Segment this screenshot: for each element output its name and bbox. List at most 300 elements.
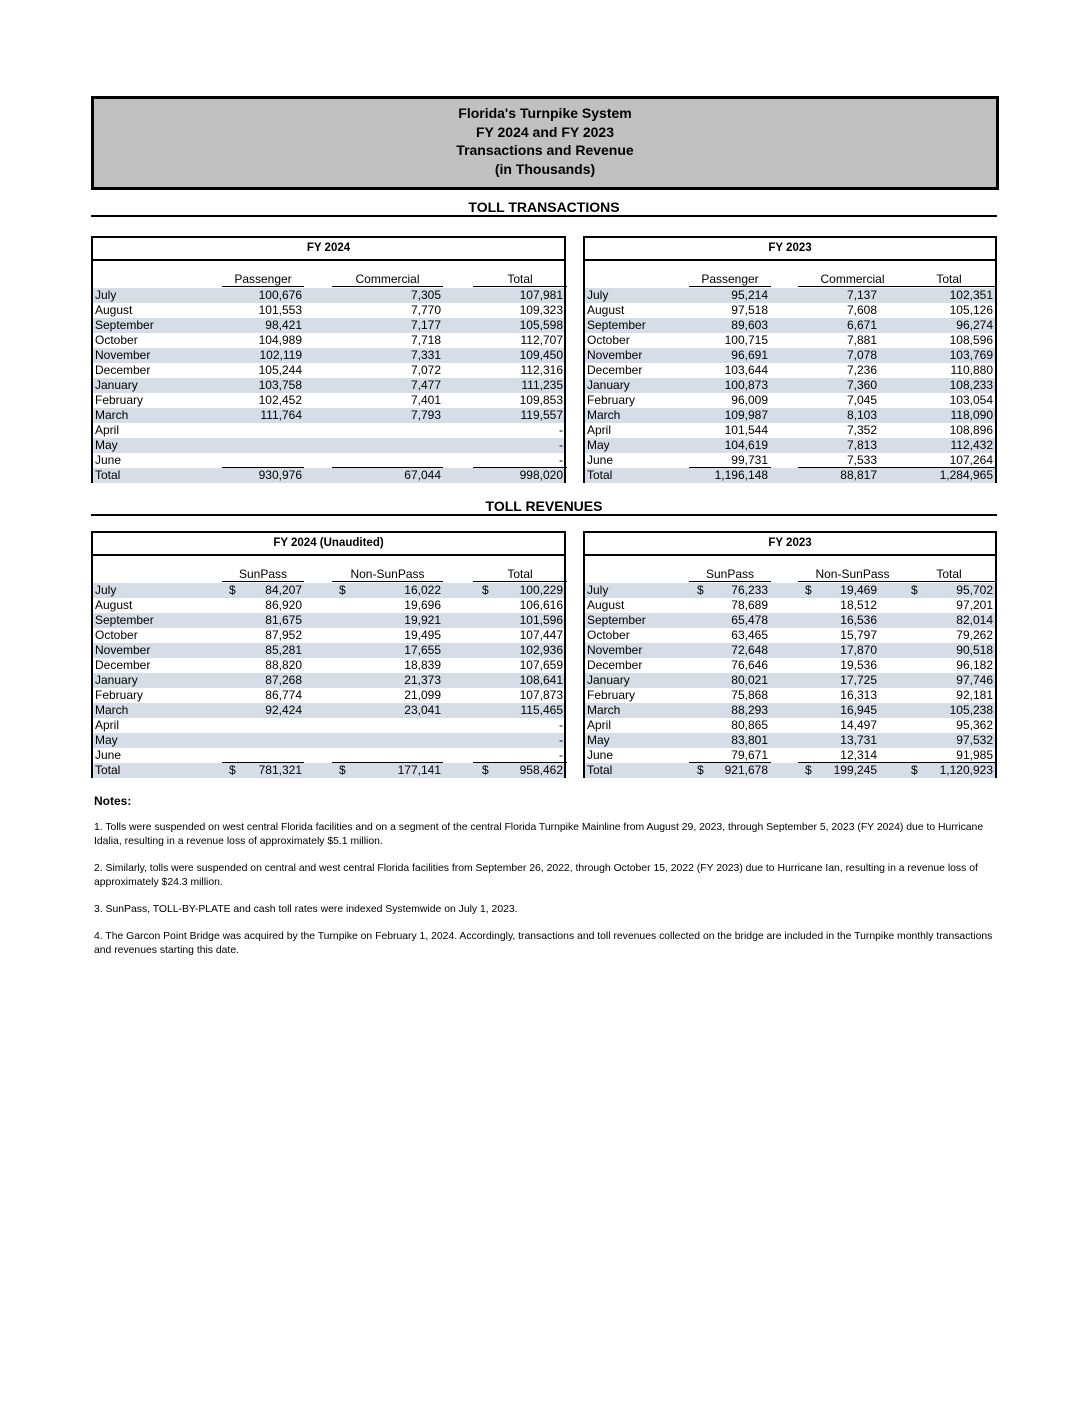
cell-value: 1,120,923 <box>939 763 993 777</box>
transactions-fy2024-table <box>91 236 566 483</box>
cell-value: 104,989 <box>258 333 302 347</box>
cell-value: 21,373 <box>404 673 441 687</box>
cell-value: 102,351 <box>949 288 993 302</box>
table-row <box>93 643 564 658</box>
cell-value: 100,676 <box>258 288 302 302</box>
table-title: FY 2024 <box>93 238 564 261</box>
row-label: October <box>95 333 138 347</box>
cell-value: 96,274 <box>956 318 993 332</box>
report-title: Florida's Turnpike System <box>458 105 632 121</box>
table-row <box>93 393 564 408</box>
total-rule <box>332 467 443 468</box>
currency-symbol: $ <box>805 763 812 777</box>
cell-value: 19,921 <box>404 613 441 627</box>
cell-value: 17,870 <box>840 643 877 657</box>
row-label: June <box>95 453 122 467</box>
cell-value: 72,648 <box>731 643 768 657</box>
column-header: SunPass <box>222 567 304 582</box>
row-label: Total <box>95 468 121 482</box>
cell-value: 7,793 <box>410 408 441 422</box>
cell-value: 16,945 <box>840 703 877 717</box>
total-rule <box>332 762 443 763</box>
row-label: November <box>95 348 151 362</box>
cell-value: 112,707 <box>520 333 563 347</box>
cell-value: 103,758 <box>258 378 302 392</box>
table-row <box>93 658 564 673</box>
table-row <box>585 718 995 733</box>
column-header: Total <box>473 567 567 582</box>
row-label: January <box>587 378 630 392</box>
cell-value: 7,770 <box>410 303 441 317</box>
currency-symbol: $ <box>229 763 236 777</box>
row-label: July <box>587 288 609 302</box>
total-rule <box>473 762 567 763</box>
cell-value: - <box>559 453 563 467</box>
cell-value: 107,981 <box>519 288 563 302</box>
row-label: May <box>95 438 118 452</box>
cell-value: 92,181 <box>956 688 993 702</box>
table-body <box>585 288 995 483</box>
cell-value: 7,331 <box>410 348 441 362</box>
cell-value: 99,731 <box>731 453 768 467</box>
note-2: 2. Similarly, tolls were suspended on central and west central Florida facilities from September 26, 2022, through October 15, 2022 (FY 2023) due to Hurricane Ian, resulting in a revenue loss of approximately $24.3 million. <box>94 863 978 888</box>
currency-symbol: $ <box>482 763 489 777</box>
cell-value: 12,314 <box>840 748 877 762</box>
cell-value: 103,054 <box>949 393 993 407</box>
row-label: February <box>587 688 636 702</box>
report-header <box>91 96 999 190</box>
cell-value: 7,078 <box>846 348 877 362</box>
table-row <box>93 438 564 453</box>
table-row <box>93 718 564 733</box>
cell-value: 96,691 <box>731 348 768 362</box>
cell-value: 88,817 <box>840 468 877 482</box>
cell-value: 82,014 <box>956 613 993 627</box>
cell-value: 76,233 <box>731 583 768 597</box>
cell-value: 86,920 <box>265 598 302 612</box>
row-label: December <box>587 658 643 672</box>
table-row <box>93 748 564 763</box>
cell-value: 7,718 <box>410 333 441 347</box>
cell-value: 7,401 <box>410 393 441 407</box>
note-3: 3. SunPass, TOLL-BY-PLATE and cash toll rates were indexed Systemwide on July 1, 2023. <box>94 904 518 915</box>
table-row <box>93 318 564 333</box>
total-rule <box>222 467 304 468</box>
revenues-fy2024-table <box>91 531 566 778</box>
cell-value: 7,533 <box>846 453 877 467</box>
cell-value: 109,450 <box>519 348 563 362</box>
cell-value: 958,462 <box>519 763 563 777</box>
cell-value: 14,497 <box>840 718 877 732</box>
table-row <box>93 628 564 643</box>
cell-value: 95,214 <box>731 288 768 302</box>
row-label: April <box>95 423 120 437</box>
cell-value: 19,495 <box>404 628 441 642</box>
table-title: FY 2023 <box>585 238 995 261</box>
row-label: August <box>95 303 133 317</box>
total-rule <box>798 467 907 468</box>
revenues-fy2023-table <box>583 531 997 778</box>
cell-value: 63,465 <box>731 628 768 642</box>
cell-value: 7,072 <box>410 363 441 377</box>
table-row <box>93 688 564 703</box>
cell-value: 7,045 <box>846 393 877 407</box>
cell-value: 107,264 <box>949 453 993 467</box>
table-body <box>93 288 564 483</box>
note-1: 1. Tolls were suspended on west central Florida facilities and on a segment of the central Florida Turnpike Mainline from August 29, 2023, through September 5, 2023 (FY 2024) due to Hurricane Idalia, resulting in a revenue loss of approximately $5.1 million. <box>94 822 984 847</box>
table-row <box>93 733 564 748</box>
note-4: 4. The Garcon Point Bridge was acquired by the Turnpike on February 1, 2024. Accordingly, transactions and toll revenues collected on the bridge are included in the Turnpike monthly transactions and revenues starting this date. <box>94 931 993 956</box>
row-label: May <box>587 438 610 452</box>
table-row <box>93 598 564 613</box>
cell-value: 108,596 <box>949 333 993 347</box>
cell-value: 199,245 <box>833 763 877 777</box>
cell-value: 115,465 <box>520 703 563 717</box>
row-label: January <box>95 378 138 392</box>
table-title: FY 2024 (Unaudited) <box>93 533 564 556</box>
table-body <box>93 583 564 778</box>
cell-value: 90,518 <box>956 643 993 657</box>
currency-symbol: $ <box>911 583 918 597</box>
cell-value: 105,238 <box>949 703 993 717</box>
column-header: Passenger <box>689 272 771 287</box>
row-label: March <box>95 703 129 717</box>
row-label: April <box>587 423 612 437</box>
total-rule <box>473 467 567 468</box>
cell-value: 87,952 <box>265 628 302 642</box>
table-row <box>585 688 995 703</box>
cell-value: 86,774 <box>265 688 302 702</box>
cell-value: 7,608 <box>846 303 877 317</box>
cell-value: 103,644 <box>724 363 768 377</box>
cell-value: 75,868 <box>731 688 768 702</box>
cell-value: 96,009 <box>731 393 768 407</box>
column-header: Passenger <box>222 272 304 287</box>
row-label: April <box>95 718 120 732</box>
cell-value: 76,646 <box>731 658 768 672</box>
table-row <box>585 318 995 333</box>
cell-value: 998,020 <box>519 468 563 482</box>
column-header: Non-SunPass <box>332 567 443 582</box>
table-row <box>585 658 995 673</box>
table-row <box>585 438 995 453</box>
table-row <box>585 628 995 643</box>
total-rule <box>903 762 995 763</box>
transactions-fy2023-table <box>583 236 997 483</box>
row-label: March <box>587 408 621 422</box>
row-label: September <box>95 613 154 627</box>
cell-value: - <box>559 438 563 452</box>
revenues-section-title: TOLL REVENUES <box>485 498 603 514</box>
cell-value: 21,099 <box>404 688 441 702</box>
total-rule <box>222 762 304 763</box>
cell-value: 7,813 <box>846 438 877 452</box>
cell-value: 91,985 <box>956 748 993 762</box>
cell-value: 80,021 <box>731 673 768 687</box>
row-label: October <box>587 333 630 347</box>
cell-value: 6,671 <box>846 318 877 332</box>
row-label: Total <box>95 763 121 777</box>
row-label: December <box>95 363 151 377</box>
row-label: March <box>95 408 129 422</box>
cell-value: 88,293 <box>731 703 768 717</box>
row-label: July <box>95 288 117 302</box>
cell-value: 84,207 <box>265 583 302 597</box>
column-header: Total <box>903 272 995 287</box>
cell-value: 105,598 <box>519 318 563 332</box>
currency-symbol: $ <box>339 583 346 597</box>
cell-value: 1,284,965 <box>939 468 993 482</box>
cell-value: 67,044 <box>404 468 441 482</box>
column-header: Commercial <box>332 272 443 287</box>
table-row <box>585 393 995 408</box>
transactions-section-rule <box>91 215 997 217</box>
cell-value: 83,801 <box>731 733 768 747</box>
cell-value: 104,619 <box>724 438 768 452</box>
cell-value: 101,544 <box>724 423 768 437</box>
cell-value: 107,659 <box>519 658 563 672</box>
cell-value: 15,797 <box>840 628 877 642</box>
cell-value: 118,090 <box>950 408 993 422</box>
table-row <box>585 348 995 363</box>
column-header: Non-SunPass <box>798 567 907 582</box>
cell-value: 101,596 <box>519 613 563 627</box>
table-row <box>585 453 995 468</box>
table-row <box>585 378 995 393</box>
row-label: September <box>587 613 646 627</box>
row-label: November <box>587 643 643 657</box>
cell-value: 92,424 <box>265 703 302 717</box>
currency-symbol: $ <box>697 763 704 777</box>
cell-value: 108,233 <box>949 378 993 392</box>
cell-value: 930,976 <box>258 468 302 482</box>
row-label: December <box>587 363 643 377</box>
table-row <box>585 643 995 658</box>
row-label: October <box>95 628 138 642</box>
cell-value: - <box>559 748 563 762</box>
row-label: February <box>95 393 144 407</box>
total-rule <box>903 467 995 468</box>
row-label: December <box>95 658 151 672</box>
table-row <box>585 673 995 688</box>
row-label: June <box>587 453 614 467</box>
cell-value: 100,715 <box>724 333 768 347</box>
cell-value: - <box>559 733 563 747</box>
table-row <box>585 583 995 598</box>
cell-value: 16,313 <box>840 688 877 702</box>
table-row <box>585 613 995 628</box>
row-label: November <box>95 643 151 657</box>
cell-value: 13,731 <box>840 733 877 747</box>
table-row <box>585 703 995 718</box>
table-row <box>585 363 995 378</box>
row-label: September <box>95 318 154 332</box>
currency-symbol: $ <box>229 583 236 597</box>
cell-value: 102,936 <box>519 643 563 657</box>
table-title: FY 2023 <box>585 533 995 556</box>
cell-value: 97,746 <box>956 673 993 687</box>
cell-value: 107,873 <box>519 688 563 702</box>
cell-value: 95,702 <box>956 583 993 597</box>
total-row <box>585 468 995 483</box>
cell-value: 109,853 <box>519 393 563 407</box>
cell-value: 87,268 <box>265 673 302 687</box>
column-header: SunPass <box>689 567 771 582</box>
table-row <box>585 408 995 423</box>
row-label: July <box>95 583 117 597</box>
cell-value: 89,603 <box>731 318 768 332</box>
table-row <box>93 378 564 393</box>
cell-value: - <box>559 423 563 437</box>
cell-value: 108,896 <box>949 423 993 437</box>
table-row <box>585 303 995 318</box>
table-row <box>93 333 564 348</box>
cell-value: 95,362 <box>956 718 993 732</box>
total-rule <box>689 467 771 468</box>
table-body <box>585 583 995 778</box>
cell-value: 111,235 <box>521 378 563 392</box>
total-rule <box>798 762 907 763</box>
row-label: June <box>587 748 614 762</box>
cell-value: 23,041 <box>404 703 441 717</box>
cell-value: 79,262 <box>956 628 993 642</box>
cell-value: 7,477 <box>410 378 441 392</box>
cell-value: - <box>559 718 563 732</box>
row-label: October <box>587 628 630 642</box>
table-row <box>93 348 564 363</box>
notes-heading: Notes: <box>94 794 132 808</box>
currency-symbol: $ <box>482 583 489 597</box>
cell-value: 78,689 <box>731 598 768 612</box>
currency-symbol: $ <box>697 583 704 597</box>
table-row <box>585 733 995 748</box>
table-row <box>93 363 564 378</box>
table-row <box>93 613 564 628</box>
cell-value: 108,641 <box>519 673 563 687</box>
cell-value: 7,236 <box>846 363 877 377</box>
total-row <box>93 468 564 483</box>
cell-value: 97,201 <box>956 598 993 612</box>
column-header: Total <box>473 272 567 287</box>
row-label: May <box>587 733 610 747</box>
cell-value: 7,137 <box>846 288 877 302</box>
total-row <box>93 763 564 778</box>
cell-value: 19,469 <box>840 583 877 597</box>
cell-value: 97,532 <box>956 733 993 747</box>
cell-value: 103,769 <box>949 348 993 362</box>
total-row <box>585 763 995 778</box>
currency-symbol: $ <box>805 583 812 597</box>
cell-value: 109,323 <box>519 303 563 317</box>
notes-section <box>94 794 994 971</box>
currency-symbol: $ <box>339 763 346 777</box>
cell-value: 88,820 <box>265 658 302 672</box>
cell-value: 98,421 <box>265 318 302 332</box>
cell-value: 110,880 <box>950 363 993 377</box>
row-label: February <box>587 393 636 407</box>
cell-value: 112,432 <box>950 438 993 452</box>
cell-value: 85,281 <box>265 643 302 657</box>
report-units: (in Thousands) <box>494 160 596 177</box>
column-header: Commercial <box>798 272 907 287</box>
row-label: September <box>587 318 646 332</box>
row-label: July <box>587 583 609 597</box>
table-row <box>585 288 995 303</box>
table-row <box>93 583 564 598</box>
cell-value: 781,321 <box>258 763 302 777</box>
table-row <box>93 303 564 318</box>
cell-value: 101,553 <box>258 303 302 317</box>
cell-value: 1,196,148 <box>714 468 768 482</box>
table-row <box>93 423 564 438</box>
total-rule <box>689 762 771 763</box>
cell-value: 17,655 <box>404 643 441 657</box>
cell-value: 100,873 <box>724 378 768 392</box>
row-label: January <box>587 673 630 687</box>
table-row <box>585 423 995 438</box>
cell-value: 102,452 <box>258 393 302 407</box>
currency-symbol: $ <box>911 763 918 777</box>
cell-value: 100,229 <box>519 583 563 597</box>
report-subject: Transactions and Revenue <box>456 142 634 159</box>
row-label: April <box>587 718 612 732</box>
table-row <box>93 673 564 688</box>
table-row <box>93 703 564 718</box>
cell-value: 105,126 <box>949 303 993 317</box>
cell-value: 16,022 <box>404 583 441 597</box>
table-row <box>93 288 564 303</box>
cell-value: 96,182 <box>956 658 993 672</box>
cell-value: 7,177 <box>410 318 441 332</box>
transactions-section-title: TOLL TRANSACTIONS <box>468 199 620 215</box>
table-row <box>93 453 564 468</box>
cell-value: 177,141 <box>397 763 441 777</box>
cell-value: 105,244 <box>258 363 302 377</box>
cell-value: 7,881 <box>846 333 877 347</box>
cell-value: 119,557 <box>520 408 563 422</box>
row-label: August <box>587 598 625 612</box>
cell-value: 107,447 <box>519 628 563 642</box>
cell-value: 106,616 <box>519 598 563 612</box>
report-years: FY 2024 and FY 2023 <box>475 123 614 140</box>
row-label: November <box>587 348 643 362</box>
cell-value: 921,678 <box>724 763 768 777</box>
row-label: February <box>95 688 144 702</box>
cell-value: 18,512 <box>840 598 877 612</box>
row-label: August <box>95 598 133 612</box>
cell-value: 17,725 <box>840 673 877 687</box>
row-label: May <box>95 733 118 747</box>
row-label: June <box>95 748 122 762</box>
cell-value: 81,675 <box>265 613 302 627</box>
cell-value: 7,305 <box>410 288 441 302</box>
cell-value: 19,696 <box>404 598 441 612</box>
row-label: August <box>587 303 625 317</box>
row-label: March <box>587 703 621 717</box>
row-label: Total <box>587 763 613 777</box>
table-row <box>585 748 995 763</box>
cell-value: 18,839 <box>404 658 441 672</box>
cell-value: 79,671 <box>731 748 768 762</box>
cell-value: 97,518 <box>731 303 768 317</box>
cell-value: 112,316 <box>520 363 563 377</box>
cell-value: 80,865 <box>731 718 768 732</box>
cell-value: 7,360 <box>846 378 877 392</box>
cell-value: 102,119 <box>259 348 302 362</box>
revenues-section-rule <box>91 514 997 516</box>
cell-value: 8,103 <box>846 408 877 422</box>
table-row <box>93 408 564 423</box>
